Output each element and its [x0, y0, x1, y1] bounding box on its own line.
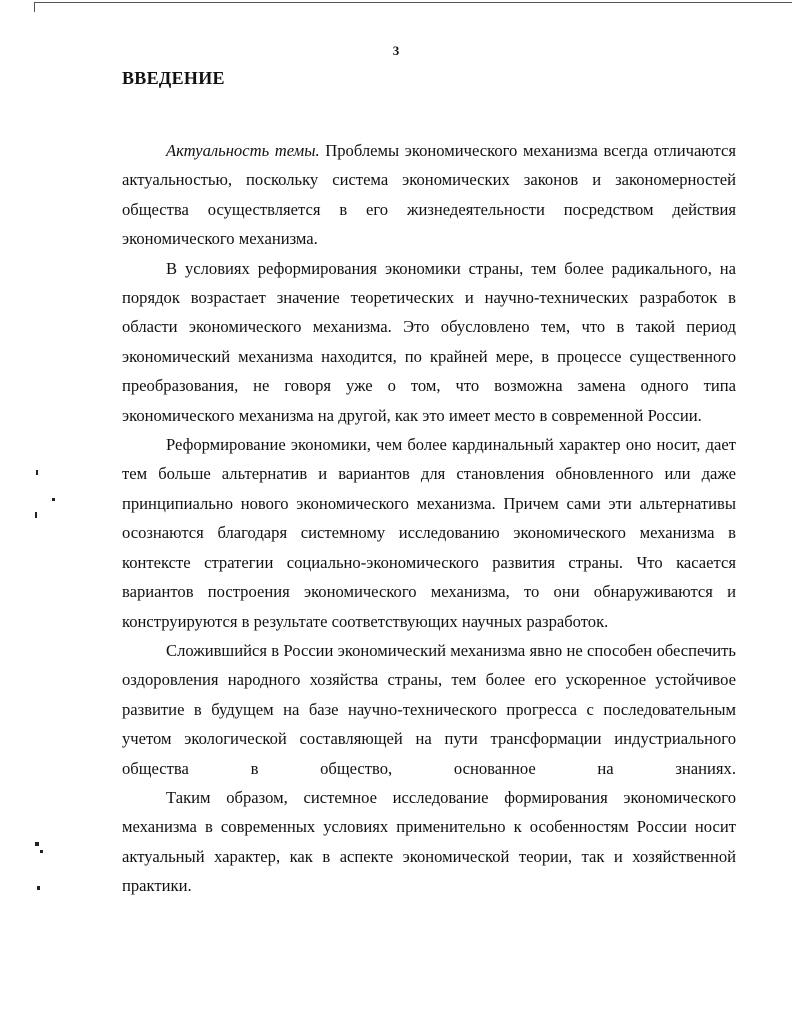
scan-left-border: [34, 2, 35, 12]
scan-speck: [35, 512, 37, 518]
paragraph-2: В условиях реформирования экономики страны, тем более радикального, на порядок возрастает значение теоретических и научно-технических разработок в области экономического механизма. Это обусловлено тем, что в такой период экономический механизма находится, по крайней мере, в процессе существенного преобразования, не говоря уже о том, что возможна замена одного типа экономического механизма на другой, как это имеет место в современной России.: [122, 258, 736, 425]
scan-speck: [52, 498, 55, 501]
page-number: 3: [392, 43, 400, 58]
paragraph-4: Сложившийся в России экономический механизма явно не способен обеспечить оздоровления народного хозяйства страны, тем более его ускоренное устойчивое развитие в будущем на базе научно-технического прогресса с последовательным учетом экологической составляющей на пути трансформации индустриального общества в общество, основанное на знаниях.: [122, 640, 736, 778]
section-heading: ВВЕДЕНИЕ: [122, 68, 225, 88]
paragraph-1: [122, 136, 736, 254]
scan-speck: [35, 842, 39, 846]
body-text: [122, 136, 736, 901]
scan-speck: [40, 850, 43, 853]
scan-speck: [36, 470, 38, 475]
paragraph-5: Таким образом, системное исследование формирования экономического механизма в современных условиях применительно к особенностям России носит актуальный характер, как в аспекте экономической теории, так и хозяйственной практики.: [122, 787, 736, 896]
paragraph-1-text: Проблемы экономического механизма всегда отличаются актуальностью, поскольку система экономических законов и закономерностей общества осуществляется в его жизнедеятельности посредством действия экономического механизма.: [122, 141, 736, 249]
scan-speck: [37, 886, 40, 890]
scan-top-border: [34, 2, 792, 3]
paragraph-3: Реформирование экономики, чем более кардинальный характер оно носит, дает тем больше альтернатив и вариантов для становления обновленного или даже принципиально нового экономического механизма. Причем сами эти альтернативы осознаются благодаря системному исследованию экономического механизма в контексте стратегии социально-экономического развития страны. Что касается вариантов построения экономического механизма, то они обнаруживаются и конструируются в результате соответствующих научных разработок.: [122, 435, 736, 631]
paragraph-1-lead: Актуальность темы.: [166, 141, 320, 160]
